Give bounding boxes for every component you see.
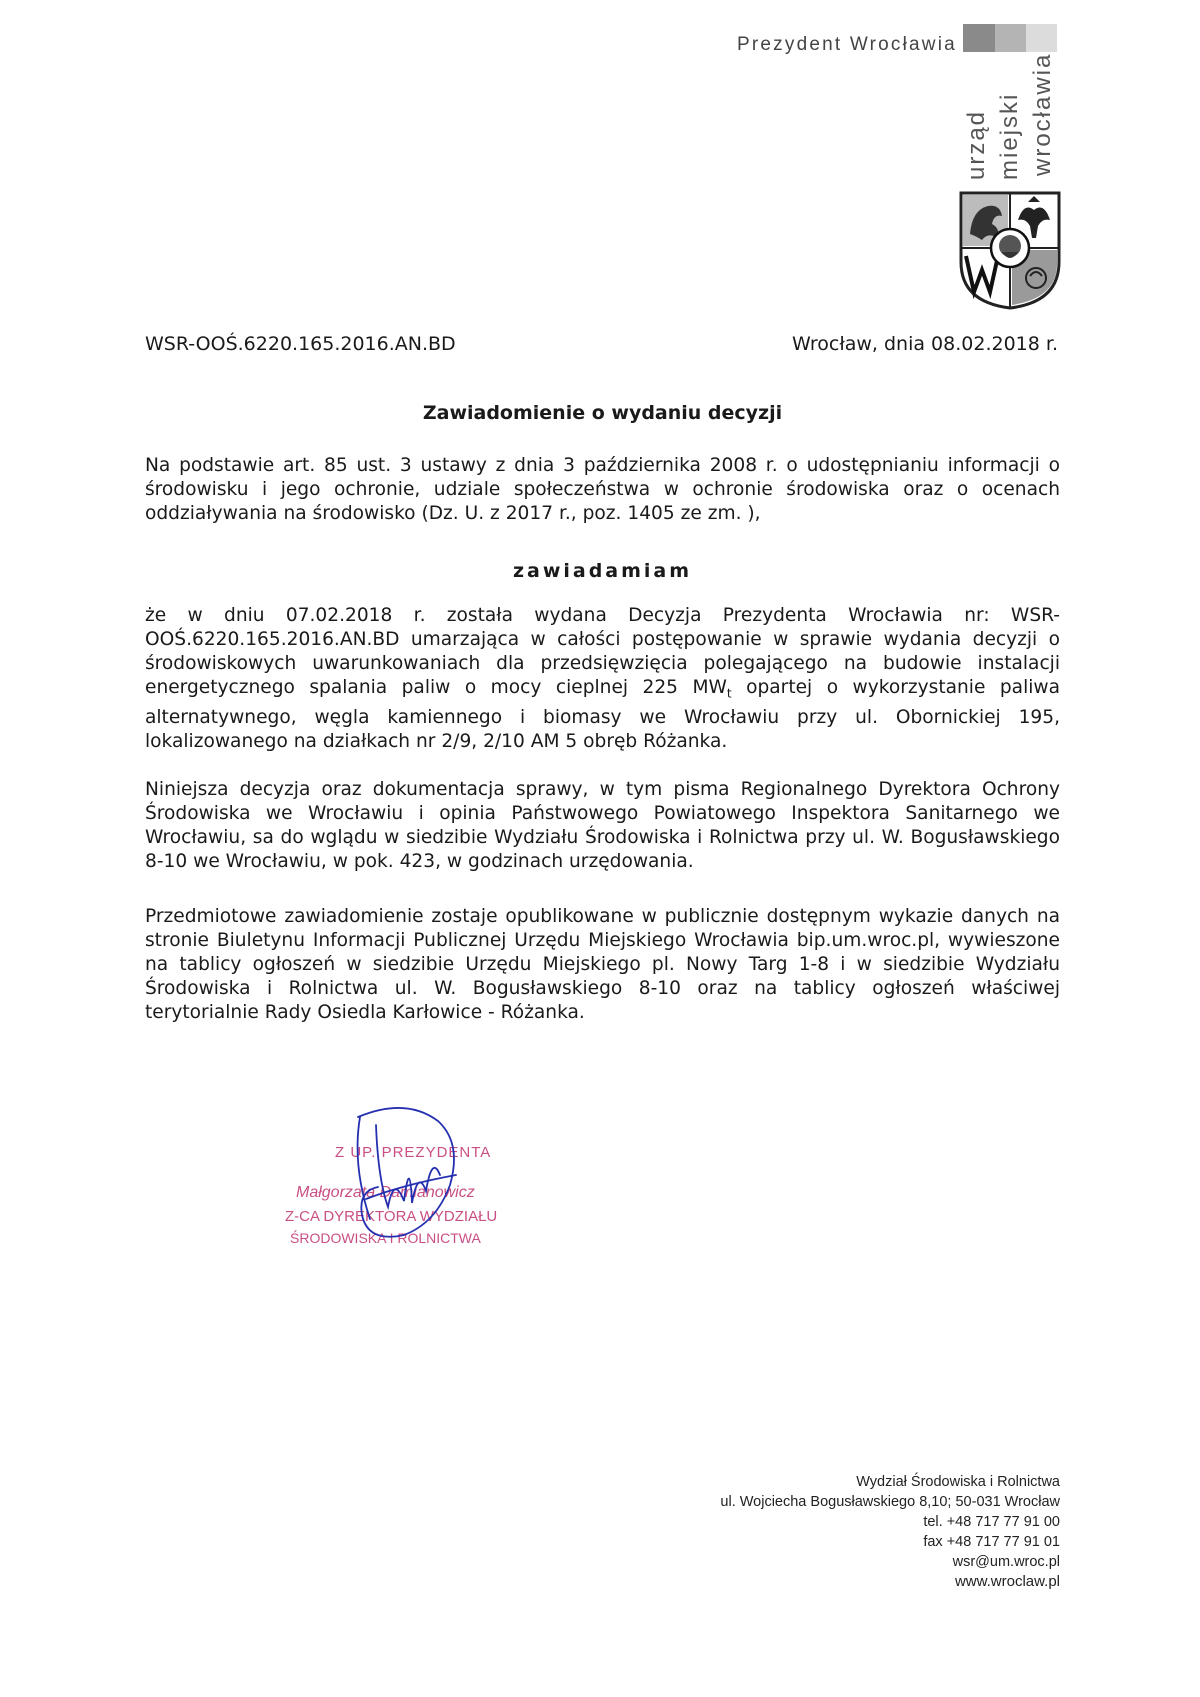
legal-basis-paragraph: Na podstawie art. 85 ust. 3 ustawy z dnia 3 października 2008 r. o udostępnianiu informacji o środowisku i jego ochronie, udziale społeczeństwa w ochronie środowiska oraz o ocenach oddziaływania na środowisko (Dz. U. z 2017 r., poz. 1405 ze zm. ), [145,455,1060,524]
signature-stamp [280,1095,530,1265]
footer-address: ul. Wojciecha Bogusławskiego 8,10; 50-031 Wrocław [720,1494,1060,1510]
publication-paragraph: Przedmiotowe zawiadomienie zostaje opublikowane w publicznie dostępnym wykazie danych na stronie Biuletynu Informacji Publicznej Urzędu Miejskiego Wrocławia bip.um.wroc.pl, wywieszone na tablicy ogłoszeń w siedzibie Urzędu Miejskiego pl. Nowy Targ 1-8 i w siedzibie Wydziału Środowiska i Rolnictwa ul. W. Bogusławskiego 8-10 oraz na tablicy ogłoszeń właściwej terytorialnie Rady Osiedla Karłowice - Różanka. [145,906,1060,1023]
letterhead-office-line-3: wrocławia [1029,52,1056,176]
announcement-heading: zawiadamiam [512,560,693,582]
footer-fax: fax +48 717 77 91 01 [923,1534,1060,1550]
footer-contact [640,1472,1060,1592]
letterhead-gray-bar [963,24,1057,52]
stamp-line-3: Z-CA DYREKTORA WYDZIAŁU [285,1208,498,1225]
documentation-paragraph: Niniejsza decyzja oraz dokumentacja sprawy, w tym pisma Regionalnego Dyrektora Ochrony Środowiska we Wrocławiu i opinia Państwowego Powiatowego Inspektora Sanitarnego we Wrocławiu, sa do wglądu w siedzibie Wydziału Środowiska i Rolnictwa przy ul. W. Bogusławskiego 8-10 we Wrocławiu, w pok. 423, w godzinach urzędowania. [145,779,1060,872]
footer-website[interactable]: www.wroclaw.pl [954,1573,1060,1590]
stamp-line-4: ŚRODOWISKA I ROLNICTWA [290,1230,481,1246]
letterhead-office-line-2: miejski [996,92,1023,180]
decision-paragraph [145,604,1060,754]
letterhead-office-line-1: urząd [963,109,990,180]
footer-email[interactable]: wsr@um.wroc.pl [952,1554,1060,1570]
footer-tel: tel. +48 717 77 91 00 [923,1514,1060,1530]
power-unit-subscript: t [726,686,732,701]
case-reference: WSR-OOŚ.6220.165.2016.AN.BD [145,333,456,355]
letter-date: Wrocław, dnia 08.02.2018 r. [791,333,1058,355]
letterhead-president: Prezydent Wrocławia [737,34,957,55]
stamp-line-2: Małgorzata Damianowicz [296,1184,475,1201]
coat-of-arms-icon [958,190,1062,310]
decision-text-start: że w dniu 07.02.2018 r. została wydana Decyzja Prezydenta Wrocławia nr: WSR-OOŚ.6220.165.2016.AN.BD umarzająca w całości postępowanie w sprawie wydania decyzji o środowiskowych uwarunkowaniach dla przedsięwzięcia polegającego na budowie instalacji energetycznego spalania paliw o mocy cieplnej 225 MW [145,605,1060,698]
decision-text-end: opartej o wykorzystanie paliwa alternatywnego, węgla kamiennego i biomasy we Wrocławiu przy ul. Obornickiej 195, lokalizowanego na działkach nr 2/9, 2/10 AM 5 obręb Różanka. [145,677,1061,752]
letter-title: Zawiadomienie o wydaniu decyzji [422,402,783,424]
stamp-line-1: Z UP. PREZYDENTA [335,1144,492,1161]
footer-department: Wydział Środowiska i Rolnictwa [856,1474,1060,1490]
